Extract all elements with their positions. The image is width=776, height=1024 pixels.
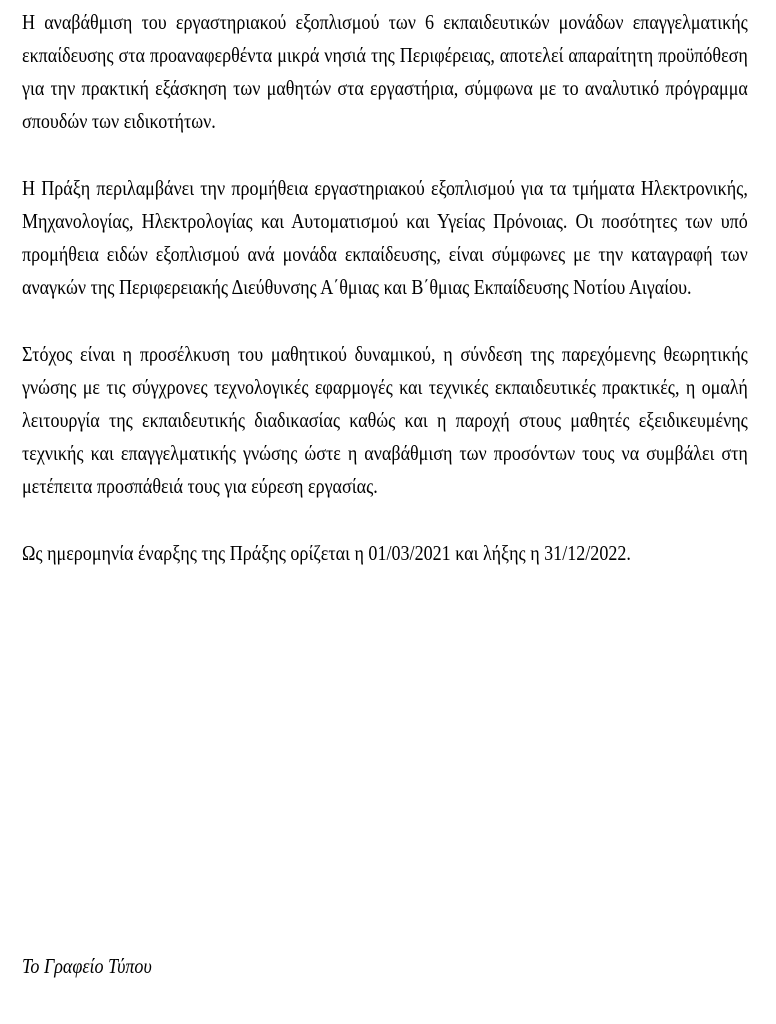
paragraph-goals: Στόχος είναι η προσέλκυση του μαθητικού δυναμικού, η σύνδεση της παρεχόμενης θεωρητικής γνώσης με τις σύγχρονες τεχνολογικές εφαρμογές και τεχνικές εκπαιδευτικές πρακτικές, η ομαλή λειτουργία της εκπαιδευτικής διαδικασίας καθώς και η παροχή στους μαθητές εξειδικευμένης τεχνικής και επαγγελματικής γνώσης ώστε η αναβάθμιση των προσόντων τους να συμβάλει στη μετέπειτα προσπάθειά τους για εύρεση εργασίας. xyxy=(22,342,748,498)
paragraph-action-scope: Η Πράξη περιλαμβάνει την προμήθεια εργαστηριακού εξοπλισμού για τα τμήματα Ηλεκτρονικής, Μηχανολογίας, Ηλεκτρολογίας και Αυτοματισμού και Υγείας Πρόνοιας. Οι ποσότητες των υπό προμήθεια ειδών εξοπλισμού ανά μονάδα εκπαίδευσης, είναι σύμφωνες με την καταγραφή των αναγκών της Περιφερειακής Διεύθυνσης Α΄θμιας και Β΄θμιας Εκπαίδευσης Νοτίου Αιγαίου. xyxy=(22,176,748,299)
signature-press-office: Το Γραφείο Τύπου xyxy=(22,954,152,978)
paragraph-dates: Ως ημερομηνία έναρξης της Πράξης ορίζεται η 01/03/2021 και λήξης η 31/12/2022. xyxy=(22,541,631,565)
paragraph-upgrade-equipment: Η αναβάθμιση του εργαστηριακού εξοπλισμού των 6 εκπαιδευτικών μονάδων επαγγελματικής εκπαίδευσης στα προαναφερθέντα μικρά νησιά της Περιφέρειας, αποτελεί απαραίτητη προϋπόθεση για την πρακτική εξάσκηση των μαθητών στα εργαστήρια, σύμφωνα με το αναλυτικό πρόγραμμα σπουδών των ειδικοτήτων. xyxy=(22,10,748,133)
document-body xyxy=(22,6,748,570)
